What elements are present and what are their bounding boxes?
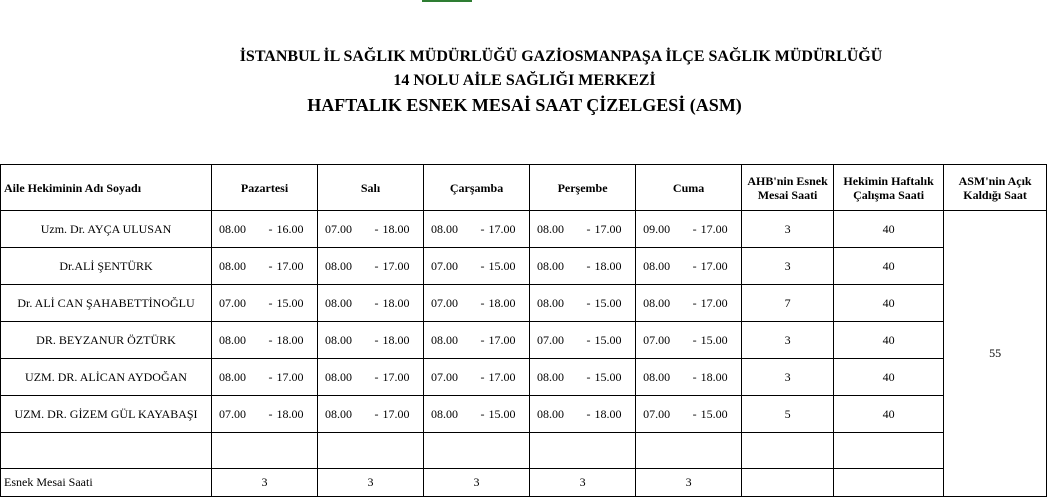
header-wednesday: Çarşamba <box>424 165 530 211</box>
footer-row <box>1 469 1047 497</box>
sheet-tab-indicator <box>422 0 472 2</box>
time-separator: - <box>689 359 701 396</box>
doctor-name: Dr.ALİ ŞENTÜRK <box>1 248 212 285</box>
start-time: 08.00 <box>318 359 371 396</box>
empty-cell <box>318 433 424 469</box>
empty-cell <box>742 433 834 469</box>
end-time: 18.00 <box>595 396 636 433</box>
time-separator: - <box>583 359 595 396</box>
open-hours-value: 55 <box>944 211 1047 497</box>
time-separator: - <box>265 285 277 322</box>
title-directorate: İSTANBUL İL SAĞLIK MÜDÜRLÜĞÜ GAZİOSMANPAŞA İLÇE SAĞLIK MÜDÜRLÜĞÜ <box>239 48 883 65</box>
time-separator: - <box>265 248 277 285</box>
title-schedule: HAFTALIK ESNEK MESAİ SAAT ÇİZELGESİ (ASM) <box>307 95 742 115</box>
doctor-name: UZM. DR. GİZEM GÜL KAYABAŞI <box>1 396 212 433</box>
end-time: 17.00 <box>489 359 530 396</box>
start-time: 07.00 <box>424 285 477 322</box>
doctor-name: UZM. DR. ALİCAN AYDOĞAN <box>1 359 212 396</box>
doctor-name: DR. BEYZANUR ÖZTÜRK <box>1 322 212 359</box>
header-thursday: Perşembe <box>530 165 636 211</box>
time-separator: - <box>583 322 595 359</box>
time-separator: - <box>477 211 489 248</box>
start-time: 07.00 <box>212 285 265 322</box>
time-separator: - <box>477 359 489 396</box>
start-time: 08.00 <box>424 322 477 359</box>
end-time: 17.00 <box>489 322 530 359</box>
time-separator: - <box>689 285 701 322</box>
end-time: 17.00 <box>383 359 424 396</box>
weekly-hours-value: 40 <box>834 359 944 396</box>
weekly-hours-value: 40 <box>834 396 944 433</box>
end-time: 18.00 <box>383 285 424 322</box>
time-separator: - <box>265 396 277 433</box>
end-time: 17.00 <box>701 248 742 285</box>
start-time: 07.00 <box>636 396 689 433</box>
start-time: 07.00 <box>530 322 583 359</box>
time-separator: - <box>689 396 701 433</box>
start-time: 08.00 <box>424 211 477 248</box>
end-time: 15.00 <box>701 322 742 359</box>
flex-hours-value: 3 <box>742 359 834 396</box>
header-weekly-hours: Hekimin Haftalık Çalışma Saati <box>834 165 944 211</box>
time-separator: - <box>371 396 383 433</box>
start-time: 07.00 <box>318 211 371 248</box>
doctor-name: Dr. ALİ CAN ŞAHABETTİNOĞLU <box>1 285 212 322</box>
table-row <box>1 285 1047 322</box>
end-time: 15.00 <box>489 248 530 285</box>
time-separator: - <box>371 359 383 396</box>
time-separator: - <box>689 211 701 248</box>
end-time: 18.00 <box>595 248 636 285</box>
schedule-table <box>0 164 1047 497</box>
start-time: 08.00 <box>318 396 371 433</box>
header-name: Aile Hekiminin Adı Soyadı <box>1 165 212 211</box>
title-center: 14 NOLU AİLE SAĞLIĞI MERKEZİ <box>393 72 656 89</box>
end-time: 18.00 <box>701 359 742 396</box>
empty-cell <box>636 433 742 469</box>
header-flex-hours: AHB'nin Esnek Mesai Saati <box>742 165 834 211</box>
start-time: 07.00 <box>424 248 477 285</box>
empty-cell <box>212 433 318 469</box>
footer-flex-value: 3 <box>424 469 530 497</box>
flex-hours-value: 7 <box>742 285 834 322</box>
start-time: 07.00 <box>636 322 689 359</box>
end-time: 18.00 <box>277 322 318 359</box>
empty-cell <box>834 469 944 497</box>
flex-hours-value: 3 <box>742 211 834 248</box>
start-time: 07.00 <box>424 359 477 396</box>
start-time: 08.00 <box>212 359 265 396</box>
time-separator: - <box>371 285 383 322</box>
empty-row <box>1 433 1047 469</box>
time-separator: - <box>689 248 701 285</box>
end-time: 17.00 <box>489 211 530 248</box>
start-time: 08.00 <box>530 359 583 396</box>
footer-flex-value: 3 <box>636 469 742 497</box>
start-time: 08.00 <box>318 322 371 359</box>
weekly-hours-value: 40 <box>834 285 944 322</box>
start-time: 08.00 <box>530 211 583 248</box>
end-time: 17.00 <box>383 248 424 285</box>
time-separator: - <box>583 248 595 285</box>
end-time: 15.00 <box>595 285 636 322</box>
start-time: 07.00 <box>212 396 265 433</box>
start-time: 08.00 <box>318 248 371 285</box>
footer-flex-value: 3 <box>530 469 636 497</box>
header-tuesday: Salı <box>318 165 424 211</box>
end-time: 17.00 <box>595 211 636 248</box>
time-separator: - <box>689 322 701 359</box>
start-time: 08.00 <box>636 359 689 396</box>
footer-flex-value: 3 <box>318 469 424 497</box>
time-separator: - <box>477 248 489 285</box>
weekly-hours-value: 40 <box>834 248 944 285</box>
start-time: 08.00 <box>636 248 689 285</box>
start-time: 08.00 <box>424 396 477 433</box>
table-row <box>1 322 1047 359</box>
flex-hours-value: 3 <box>742 248 834 285</box>
flex-hours-value: 5 <box>742 396 834 433</box>
weekly-hours-value: 40 <box>834 211 944 248</box>
end-time: 17.00 <box>701 211 742 248</box>
end-time: 16.00 <box>277 211 318 248</box>
end-time: 17.00 <box>701 285 742 322</box>
flex-hours-value: 3 <box>742 322 834 359</box>
time-separator: - <box>265 359 277 396</box>
end-time: 15.00 <box>277 285 318 322</box>
start-time: 08.00 <box>530 396 583 433</box>
table-header-row <box>1 165 1047 211</box>
time-separator: - <box>583 211 595 248</box>
start-time: 08.00 <box>212 322 265 359</box>
doctor-name: Uzm. Dr. AYÇA ULUSAN <box>1 211 212 248</box>
end-time: 18.00 <box>383 211 424 248</box>
time-separator: - <box>583 285 595 322</box>
start-time: 08.00 <box>212 211 265 248</box>
empty-cell <box>834 433 944 469</box>
start-time: 08.00 <box>530 248 583 285</box>
end-time: 18.00 <box>489 285 530 322</box>
header-monday: Pazartesi <box>212 165 318 211</box>
time-separator: - <box>265 322 277 359</box>
time-separator: - <box>583 396 595 433</box>
footer-label: Esnek Mesai Saati <box>1 469 212 497</box>
start-time: 09.00 <box>636 211 689 248</box>
empty-cell <box>1 433 212 469</box>
table-row <box>1 359 1047 396</box>
empty-cell <box>742 469 834 497</box>
table-row <box>1 396 1047 433</box>
start-time: 08.00 <box>530 285 583 322</box>
start-time: 08.00 <box>212 248 265 285</box>
end-time: 15.00 <box>701 396 742 433</box>
end-time: 17.00 <box>277 359 318 396</box>
time-separator: - <box>477 322 489 359</box>
table-row <box>1 211 1047 248</box>
start-time: 08.00 <box>636 285 689 322</box>
header-friday: Cuma <box>636 165 742 211</box>
time-separator: - <box>477 285 489 322</box>
end-time: 17.00 <box>383 396 424 433</box>
header-open-hours: ASM'nin Açık Kaldığı Saat <box>944 165 1047 211</box>
end-time: 18.00 <box>383 322 424 359</box>
end-time: 15.00 <box>595 359 636 396</box>
time-separator: - <box>371 211 383 248</box>
weekly-hours-value: 40 <box>834 322 944 359</box>
end-time: 18.00 <box>277 396 318 433</box>
time-separator: - <box>371 322 383 359</box>
empty-cell <box>530 433 636 469</box>
time-separator: - <box>265 211 277 248</box>
time-separator: - <box>477 396 489 433</box>
start-time: 08.00 <box>318 285 371 322</box>
end-time: 15.00 <box>595 322 636 359</box>
end-time: 17.00 <box>277 248 318 285</box>
table-row <box>1 248 1047 285</box>
empty-cell <box>424 433 530 469</box>
end-time: 15.00 <box>489 396 530 433</box>
time-separator: - <box>371 248 383 285</box>
footer-flex-value: 3 <box>212 469 318 497</box>
